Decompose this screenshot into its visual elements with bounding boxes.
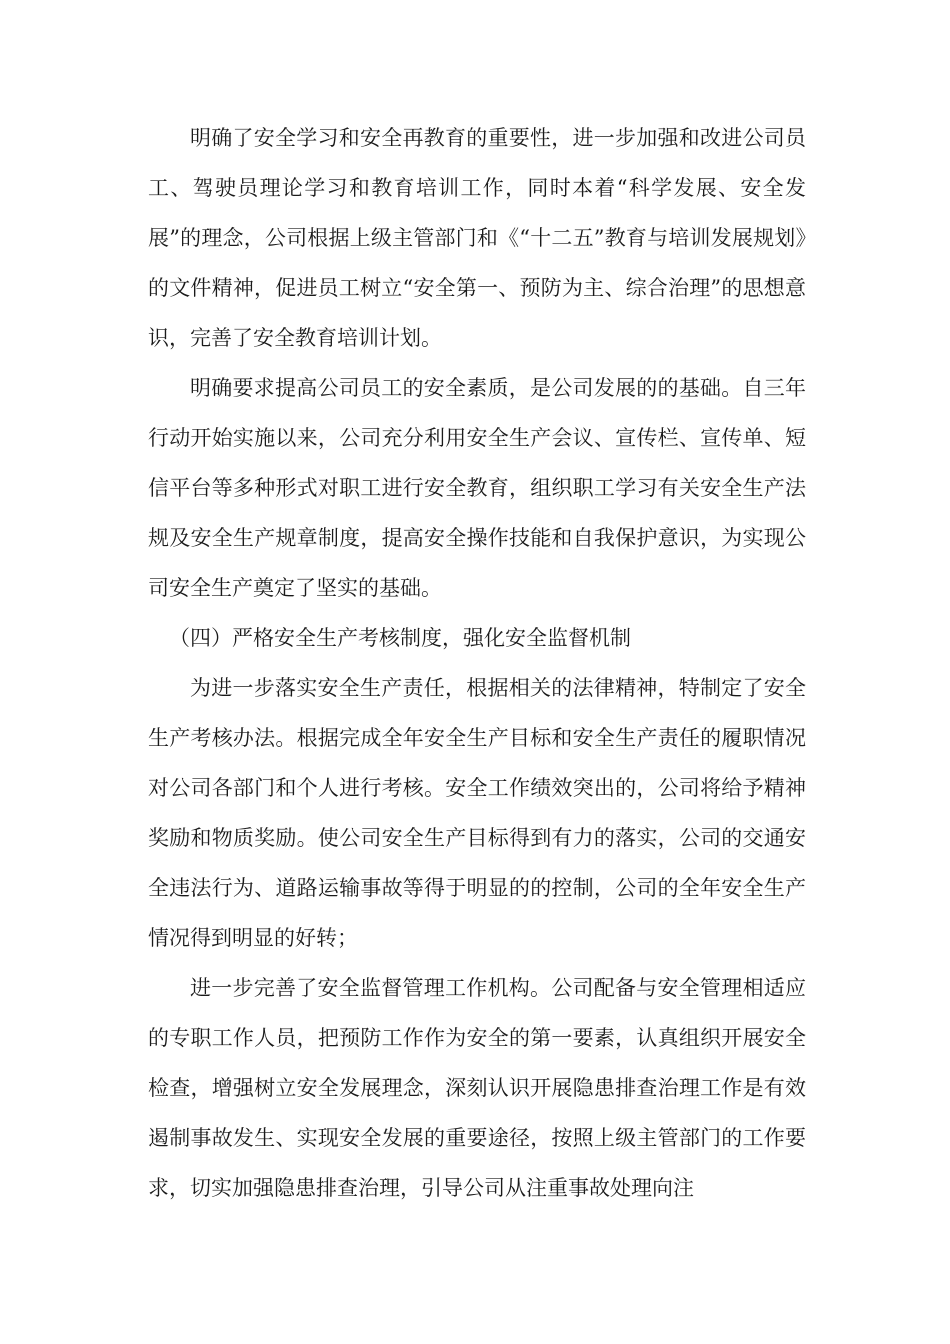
document-body — [148, 113, 806, 1213]
paragraph-assessment-method: 为进一步落实安全生产责任，根据相关的法律精神，特制定了安全生产考核办法。根据完成全年安全生产目标和安全生产责任的履职情况对公司各部门和个人进行考核。安全工作绩效突出的，公司将给予精神奖励和物质奖励。使公司安全生产目标得到有力的落实，公司的交通安全违法行为、道路运输事故等得于明显的的控制，公司的全年安全生产情况得到明显的好转； — [148, 676, 806, 950]
paragraph-supervision-structure: 进一步完善了安全监督管理工作机构。公司配备与安全管理相适应的专职工作人员，把预防工作作为安全的第一要素，认真组织开展安全检查，增强树立安全发展理念，深刻认识开展隐患排查治理工作是有效遏制事故发生、实现安全发展的重要途径，按照上级主管部门的工作要求，切实加强隐患排查治理，引导公司从注重事故处理向注 — [148, 976, 806, 1200]
paragraph-employee-safety-quality: 明确要求提高公司员工的安全素质，是公司发展的的基础。自三年行动开始实施以来，公司充分利用安全生产会议、宣传栏、宣传单、短信平台等多种形式对职工进行安全教育，组织职工学习有关安全生产法规及安全生产规章制度，提高安全操作技能和自我保护意识，为实现公司安全生产奠定了坚实的基础。 — [148, 376, 806, 600]
paragraph-safety-education-importance: 明确了安全学习和安全再教育的重要性，进一步加强和改进公司员工、驾驶员理论学习和教育培训工作，同时本着“科学发展、安全发展”的理念，公司根据上级主管部门和《“十二五”教育与培训发展规划》的文件精神，促进员工树立“安全第一、预防为主、综合治理”的思想意识，完善了安全教育培训计划。 — [148, 126, 806, 350]
section-heading-assessment: （四）严格安全生产考核制度，强化安全监督机制 — [169, 626, 631, 650]
